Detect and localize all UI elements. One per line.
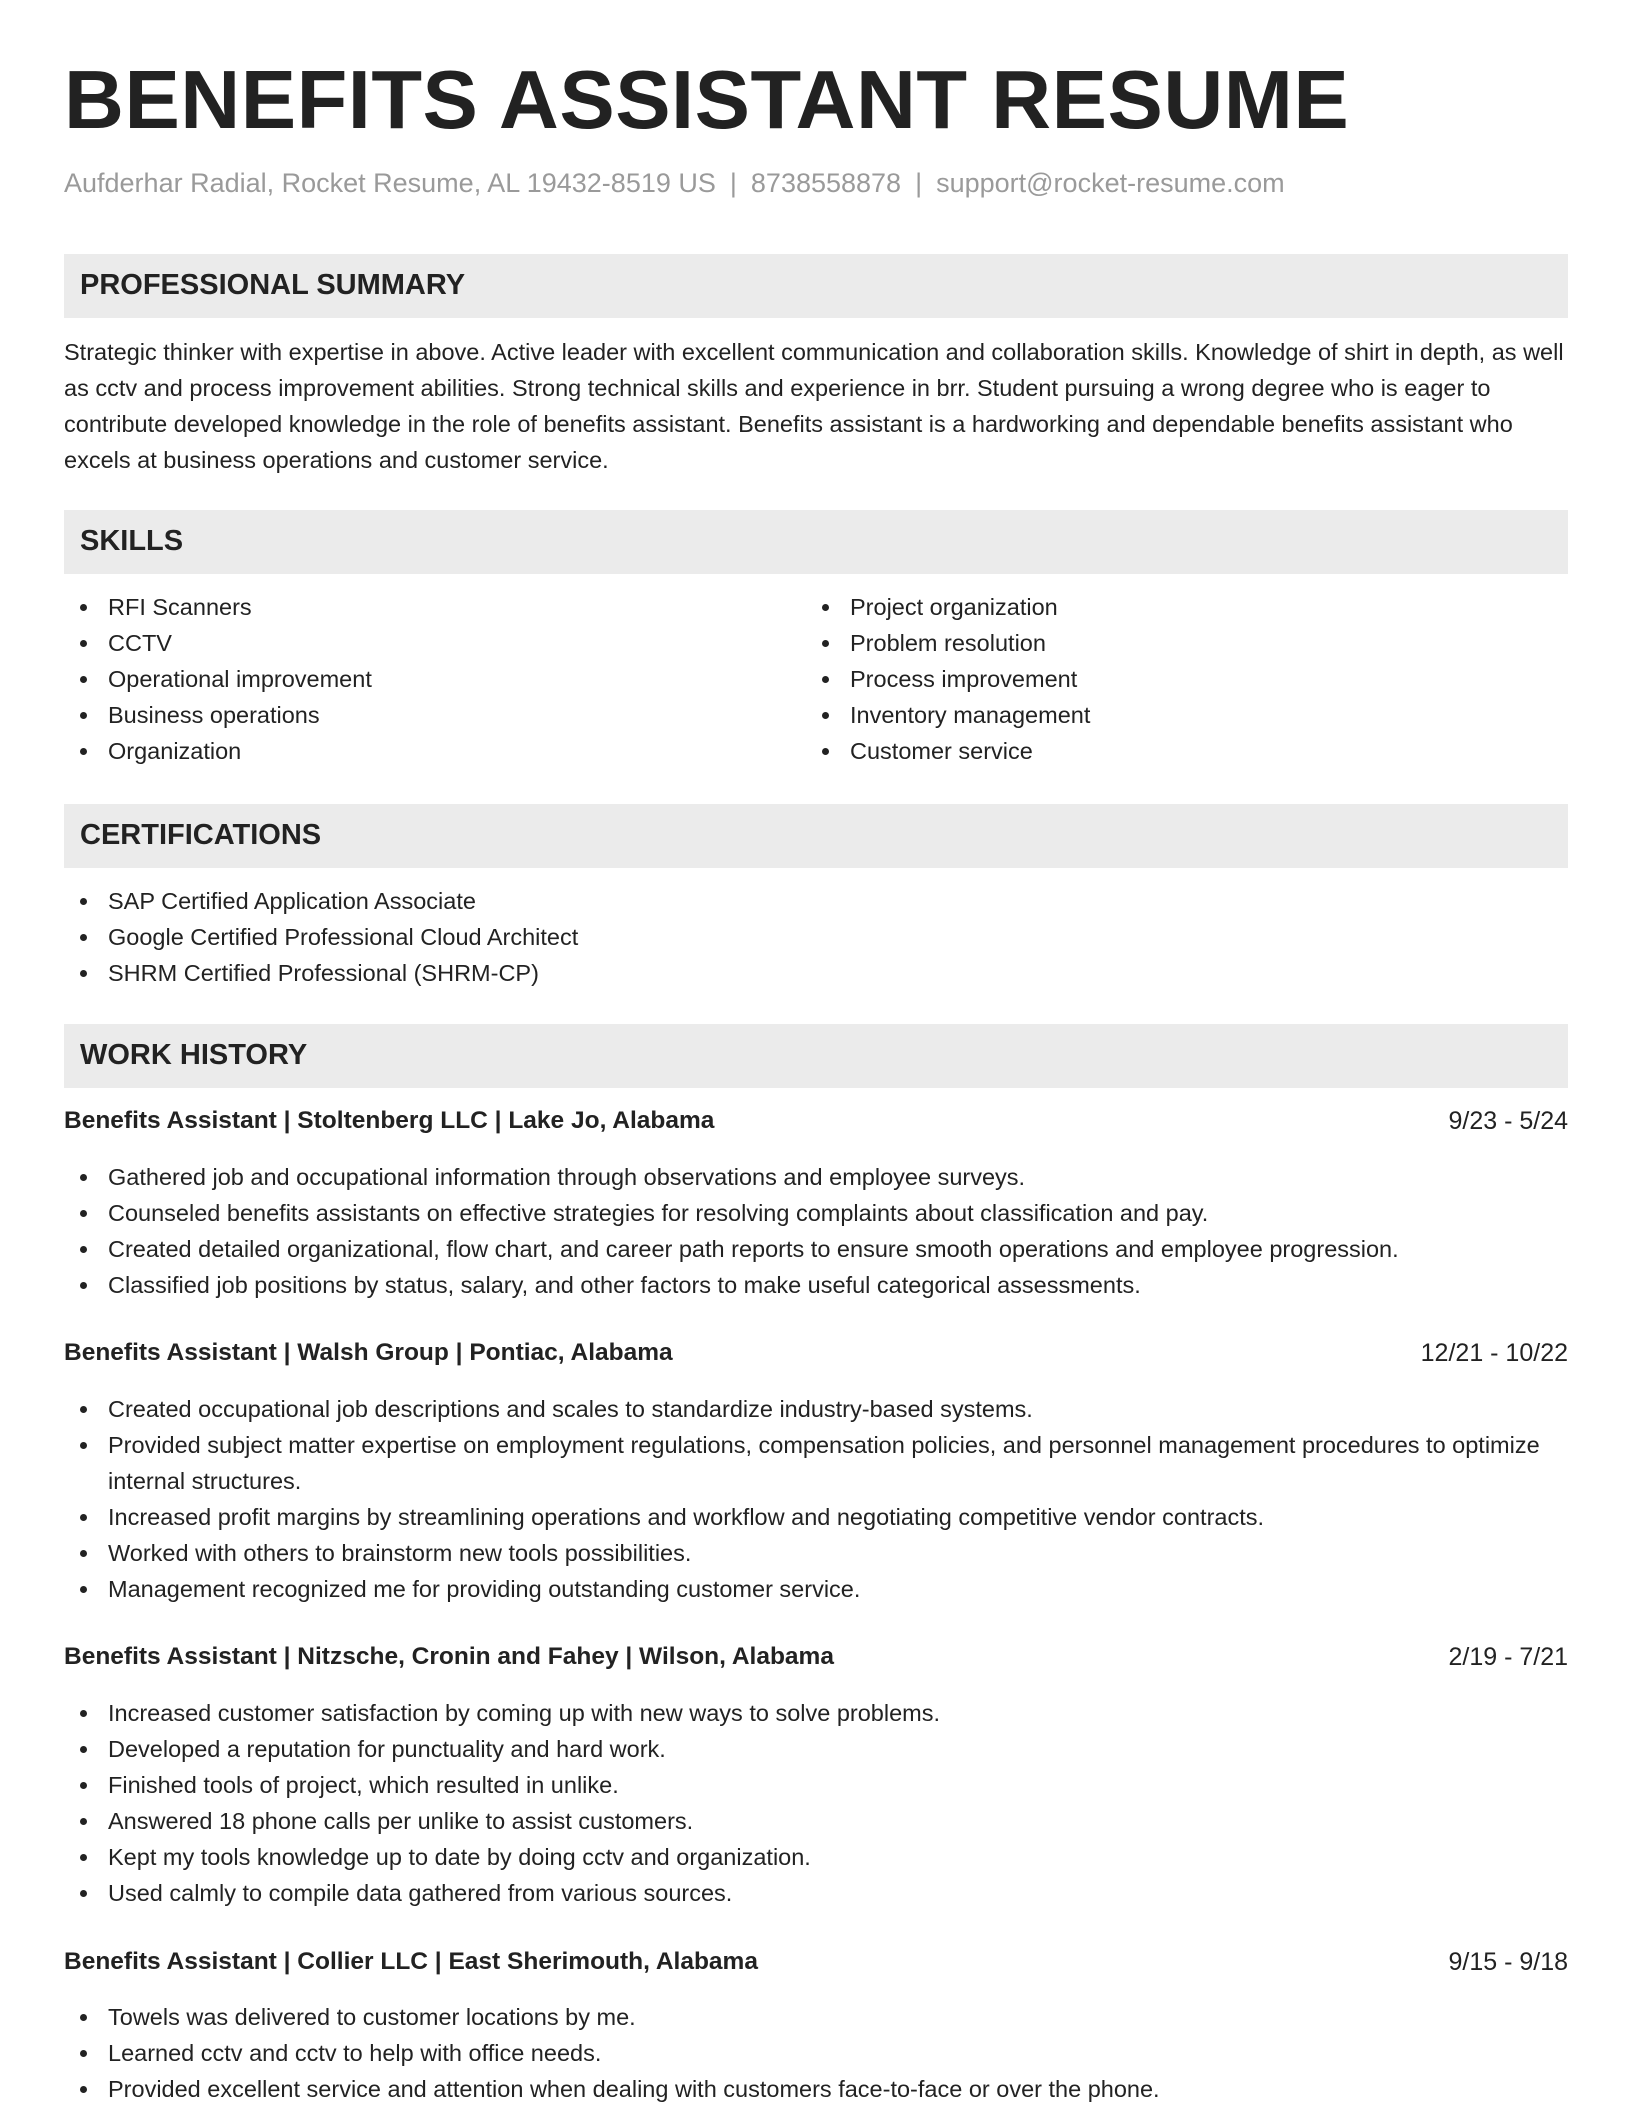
job-bullet: Towels was delivered to customer locations by me. — [64, 1999, 1568, 2035]
skill-item: Operational improvement — [64, 661, 804, 697]
skills-list-right — [806, 589, 1546, 769]
job-title: Benefits Assistant | Collier LLC | East Sherimouth, Alabama — [64, 1948, 758, 1975]
section-heading: CERTIFICATIONS — [80, 819, 322, 851]
skill-item: Organization — [64, 733, 804, 769]
job-bullet: Gathered job and occupational information through observations and employee surveys. — [64, 1159, 1568, 1195]
job-bullet: Provided excellent service and attention when dealing with customers face-to-face or over the phone. — [64, 2071, 1568, 2107]
job-dates: 2/19 - 7/21 — [1448, 1643, 1568, 1671]
job-dates: 9/23 - 5/24 — [1448, 1107, 1568, 1135]
contact-phone: 8738558878 — [750, 168, 902, 198]
job-bullet: Developed a reputation for punctuality and hard work. — [64, 1731, 1568, 1767]
contact-email: support@rocket-resume.com — [936, 168, 1285, 198]
section-header-skills — [64, 510, 1568, 574]
section-header-summary — [64, 254, 1568, 318]
certification-item: SHRM Certified Professional (SHRM-CP) — [64, 955, 1568, 991]
skill-item: Process improvement — [806, 661, 1546, 697]
skill-item: Business operations — [64, 697, 804, 733]
skill-item: RFI Scanners — [64, 589, 804, 625]
section-heading: WORK HISTORY — [80, 1039, 308, 1071]
certification-item: Google Certified Professional Cloud Architect — [64, 919, 1568, 955]
job-bullets — [64, 1159, 1568, 1303]
certifications-list — [64, 883, 1568, 991]
contact-separator: | — [915, 168, 923, 198]
job-bullet: Provided subject matter expertise on employment regulations, compensation policies, and personnel management procedures to optimize internal structures. — [64, 1427, 1568, 1499]
contact-separator: | — [729, 168, 737, 198]
job-bullet: Finished tools of project, which resulted in unlike. — [64, 1767, 1568, 1803]
contact-line — [64, 168, 1285, 199]
job-bullet: Learned cctv and cctv to help with office needs. — [64, 2035, 1568, 2071]
contact-address: Aufderhar Radial, Rocket Resume, AL 19432-8519 US — [64, 168, 716, 198]
skill-item: Customer service — [806, 733, 1546, 769]
job-bullets — [64, 1999, 1568, 2107]
section-header-work-history — [64, 1024, 1568, 1088]
job-header — [64, 1643, 1568, 1671]
job-bullet: Classified job positions by status, salary, and other factors to make useful categorical assessments. — [64, 1267, 1568, 1303]
skill-item: Problem resolution — [806, 625, 1546, 661]
skill-item: CCTV — [64, 625, 804, 661]
job-header — [64, 1948, 1568, 1976]
job-header — [64, 1339, 1568, 1367]
job-bullet: Answered 18 phone calls per unlike to assist customers. — [64, 1803, 1568, 1839]
job-title: Benefits Assistant | Nitzsche, Cronin and Fahey | Wilson, Alabama — [64, 1643, 834, 1670]
job-bullet: Used calmly to compile data gathered from various sources. — [64, 1875, 1568, 1911]
job-bullet: Increased profit margins by streamlining operations and workflow and negotiating competitive vendor contracts. — [64, 1499, 1568, 1535]
job-bullet: Kept my tools knowledge up to date by doing cctv and organization. — [64, 1839, 1568, 1875]
job-dates: 9/15 - 9/18 — [1448, 1948, 1568, 1976]
job-title: Benefits Assistant | Stoltenberg LLC | Lake Jo, Alabama — [64, 1107, 715, 1134]
skill-item: Inventory management — [806, 697, 1546, 733]
job-bullet: Increased customer satisfaction by coming up with new ways to solve problems. — [64, 1695, 1568, 1731]
job-title: Benefits Assistant | Walsh Group | Pontiac, Alabama — [64, 1339, 673, 1366]
job-dates: 12/21 - 10/22 — [1420, 1339, 1568, 1367]
job-bullet: Counseled benefits assistants on effective strategies for resolving complaints about classification and pay. — [64, 1195, 1568, 1231]
certification-item: SAP Certified Application Associate — [64, 883, 1568, 919]
job-bullet: Worked with others to brainstorm new tools possibilities. — [64, 1535, 1568, 1571]
resume-title: BENEFITS ASSISTANT RESUME — [64, 53, 1350, 146]
section-heading: PROFESSIONAL SUMMARY — [80, 269, 466, 301]
job-bullet: Created detailed organizational, flow chart, and career path reports to ensure smooth operations and employee progression. — [64, 1231, 1568, 1267]
job-header — [64, 1107, 1568, 1135]
job-bullet: Management recognized me for providing outstanding customer service. — [64, 1571, 1568, 1607]
job-bullets — [64, 1391, 1568, 1607]
skills-list-left — [64, 589, 804, 769]
summary-text: Strategic thinker with expertise in above. Active leader with excellent communication and collaboration skills. Knowledge of shirt in depth, as well as cctv and process improvement abilities. Strong technical skills and experience in brr. Student pursuing a wrong degree who is eager to contribute developed knowledge in the role of benefits assistant. Benefits assistant is a hardworking and dependable benefits assistant who excels at business operations and customer service. — [64, 339, 1564, 473]
job-bullets — [64, 1695, 1568, 1911]
job-bullet: Created occupational job descriptions and scales to standardize industry-based systems. — [64, 1391, 1568, 1427]
section-heading: SKILLS — [80, 525, 184, 557]
skill-item: Project organization — [806, 589, 1546, 625]
section-header-certifications — [64, 804, 1568, 868]
